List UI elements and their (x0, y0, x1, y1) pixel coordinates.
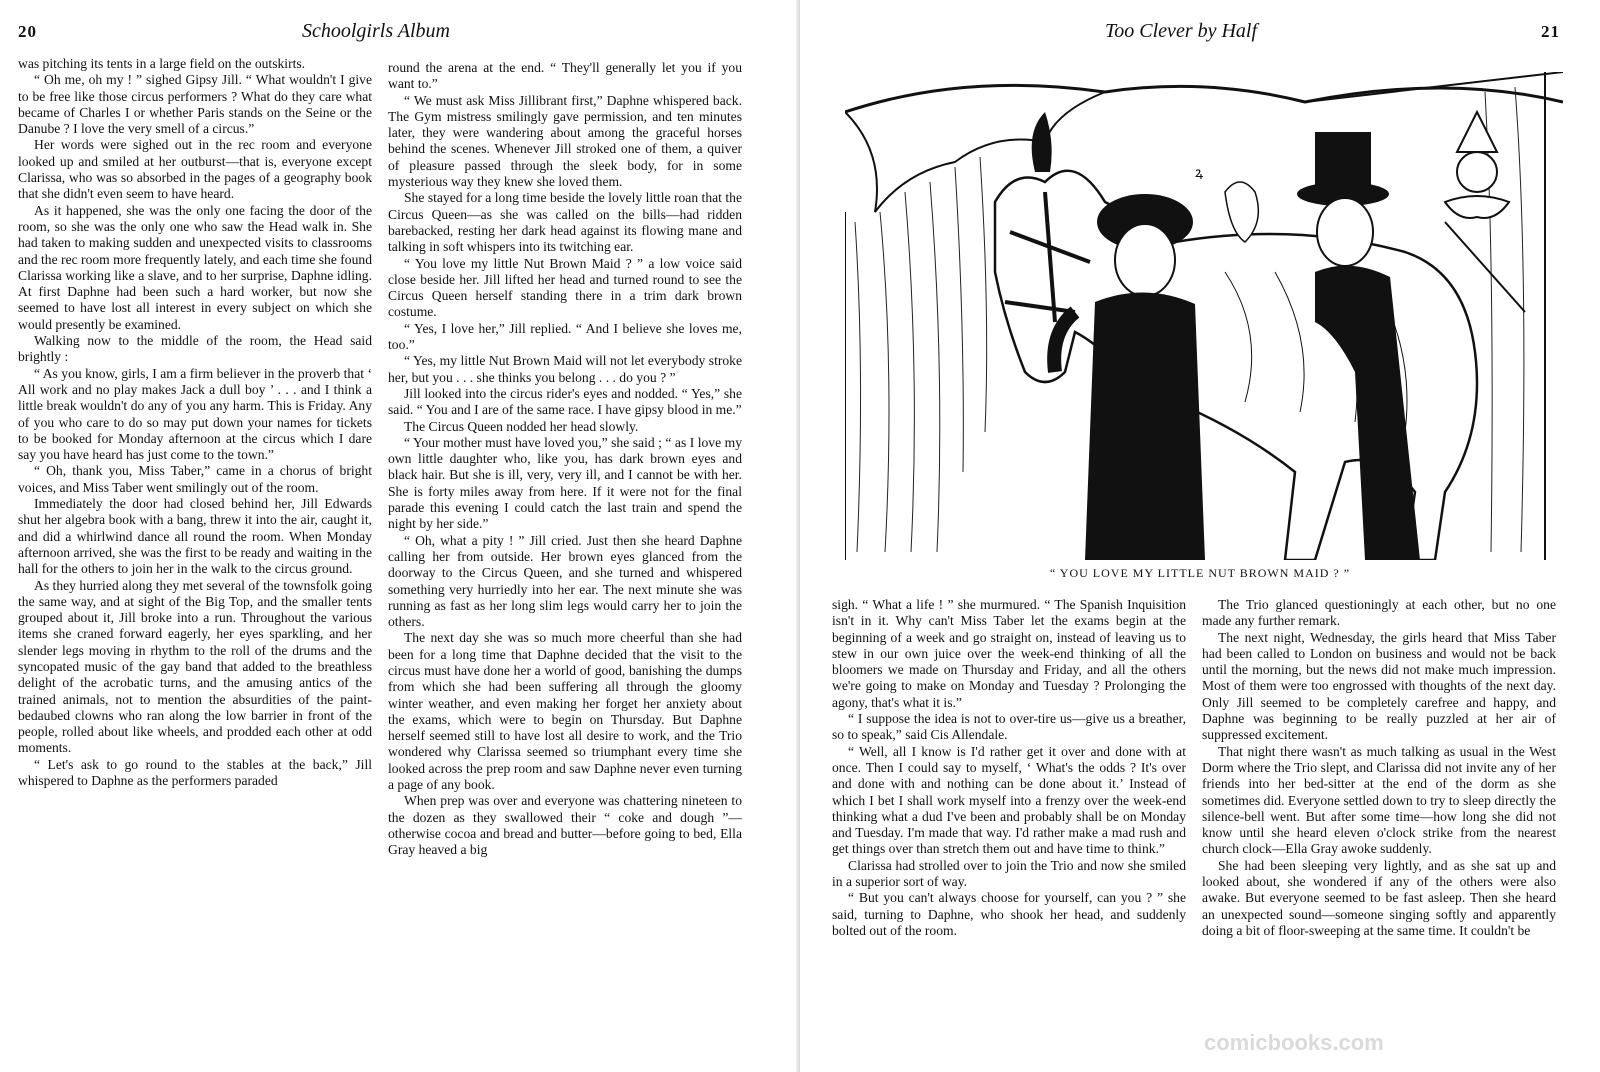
right-column-1 (832, 597, 1186, 939)
paragraph: “ Let's ask to go round to the stables at the back,” Jill whispered to Daphne as the performers paraded (18, 756, 372, 789)
paragraph: “ Well, all I know is I'd rather get it over and done with at once. Then I could say to myself, ‘ What's the odds ? It's over and done with and nothing can be done about it.’ Instead of which I bet I shall work myself into a frenzy over the week-end thinking what a dud I've been and probably shall be on Monday and Tuesday. I'm made that way. I'd rather make a mad rush and get things over than stretch them out and have time to think.” (832, 743, 1186, 857)
paragraph: Jill looked into the circus rider's eyes and nodded. “ Yes,” she said. “ You and I are of the same race. I have gipsy blood in me.” (388, 385, 742, 418)
paragraph: She stayed for a long time beside the lovely little roan that the Circus Queen—as she was called on the bills—had ridden barebacked, resting her dark head against its flowing mane and talking in soft whispers into its twitching ear. (388, 190, 742, 255)
paragraph: When prep was over and everyone was chattering nineteen to the dozen as they swallowed their “ coke and dough ”—otherwise cocoa and bread and butter—before going to bed, Ella Gray heaved a big (388, 793, 742, 858)
paragraph: was pitching its tents in a large field on the outskirts. (18, 56, 306, 71)
paragraph: “ Oh, what a pity ! ” Jill cried. Just then she heard Daphne calling her from outside. Her brown eyes glanced from the doorway to the Circus Queen, and she turned and whispered something very hurriedly into her ear. The next minute she was running as fast as her long slim legs would carry her to join the others. (388, 532, 742, 630)
paragraph: “ I suppose the idea is not to over-tire us—give us a breather, so to speak,” said Cis Allendale. (832, 711, 1186, 743)
page-number-right: 21 (1541, 22, 1560, 41)
paragraph: “ Oh, thank you, Miss Taber,” came in a chorus of bright voices, and Miss Taber went smilingly out of the room. (18, 463, 372, 495)
paragraph: The Circus Queen nodded her head slowly. (404, 418, 639, 434)
paragraph: As it happened, she was the only one facing the door of the room, so she was the only one who saw the Head walk in. She had taken to making sudden and unexpected visits to classrooms and the rec room more frequently lately, and each time she found Clarissa working like a slave, and to her surprise, Daphne idling. At first Daphne had been such a hard worker, but now she seemed to have lost all interest in every subject on which she would presently be examined. (18, 202, 372, 332)
illustration-caption: “ YOU LOVE MY LITTLE NUT BROWN MAID ? ” (1049, 566, 1351, 580)
watermark: comicbooks.com (1204, 1030, 1384, 1055)
paragraph: As they hurried along they met several of the townsfolk going the same way, and at sight of the Big Top, and the smaller tents grouped about it, Jill broke into a run. Throughout the various items she craned forward eagerly, her eyes sparkling, and her slender legs moving in rhythm to the roll of the drums and the syncopated music of the gay band that added to the breathless delight of the acrobatic turns, and the amusing antics of the trained animals, not to mention the absurdities of the paint-bedaubed clowns who ran along the low barrier in front of the people, rolled about like wheels, and prodded each other at odd moments. (18, 577, 372, 756)
paragraph: “ You love my little Nut Brown Maid ? ” a low voice said close beside her. Jill lifted her head and turned round to see the Circus Queen herself standing there in a trim dark brown costume. (388, 255, 742, 320)
page-number-left: 20 (18, 22, 37, 41)
paragraph: round the arena at the end. “ They'll generally let you if you want to.” (388, 60, 742, 92)
paragraph: That night there wasn't as much talking as usual in the West Dorm where the Trio slept, and Clarissa did not invite any of her friends into her bed-sitter at the end of the dorm as she sometimes did. Everyone settled down to try to sleep directly the silence-bell went. But after some time—how long she did not know until she heard eleven o'clock strike from the nearest church clock—Ella Gray awoke suddenly. (1202, 743, 1556, 857)
paragraph: Her words were sighed out in the rec room and everyone looked up and smiled at her outburst—that is, everyone except Clarissa, who was so absorbed in the pages of a geography book that she didn't even seem to have heard. (18, 137, 372, 202)
paragraph: The Trio glanced questioningly at each other, but no one made any further remark. (1202, 597, 1556, 629)
svg-text:ꝝ: ꝝ (1195, 166, 1204, 181)
paragraph: “ Yes, I love her,” Jill replied. “ And I believe she loves me, too.” (388, 320, 742, 353)
left-column-1 (18, 56, 372, 789)
illustration-horse-and-girls (845, 72, 1563, 560)
paragraph: Clarissa had strolled over to join the Trio and now she smiled in a superior sort of way. (832, 857, 1186, 890)
paragraph: sigh. “ What a life ! ” she murmured. “ The Spanish Inquisition isn't in it. Why can't Miss Taber let the exams begin at the beginning of a week and go straight on, instead of leaving us to stew in our own juice over the week-end thinking of all the bloomers we made on Thursday and Friday, and all the others we're going to make on Monday and Tuesday ? Prolonging the agony, that's what it is.” (832, 597, 1186, 710)
running-head-right: Too Clever by Half (1105, 20, 1258, 42)
running-head-left: Schoolgirls Album (302, 20, 450, 42)
paragraph: She had been sleeping very lightly, and as she sat up and looked about, she wondered if any of the others were also awake. But everyone seemed to be fast asleep. Then she heard an unexpected sound—someone singing softly and apparently doing a bit of floor-sweeping at the same time. It couldn't be (1202, 857, 1556, 938)
right-column-2 (1202, 597, 1556, 939)
paragraph: “ We must ask Miss Jillibrant first,” Daphne whispered back. The Gym mistress smilingly gave permission, and ten minutes later, they were wandering about among the graceful horses behind the scenes. Whenever Jill stroked one of them, a quiver of pleasure passed through the sleek body, for in some mysterious way they knew she loved them. (388, 92, 742, 190)
paragraph: “ Yes, my little Nut Brown Maid will not let everybody stroke her, but you . . . she thinks you belong . . . do you ? ” (388, 353, 742, 385)
paragraph: Immediately the door had closed behind her, Jill Edwards shut her algebra book with a bang, threw it into the air, caught it, and did a whirlwind dance all round the room. When Monday afternoon arrived, she was the first to be ready and waiting in the hall for the others to join her in the walk to the circus ground. (18, 496, 372, 577)
left-column-2 (388, 60, 742, 859)
paragraph: “ As you know, girls, I am a firm believer in the proverb that ‘ All work and no play makes Jack a dull boy ’ . . . and I think a little break wouldn't do any of you any harm. This is Friday. Any of you who care to do so may put down your names for tickets to be booked for Monday afternoon at the circus which I dare say you have heard has just come to the town.” (18, 365, 372, 463)
paragraph: Walking now to the middle of the room, the Head said brightly : (18, 333, 372, 365)
paragraph: “ Oh me, oh my ! ” sighed Gipsy Jill. “ What wouldn't I give to be free like those circus performers ? What do they care what became of Charles I or whether Paris stands on the Seine or the Danube ? I love the very smell of a circus.” (18, 72, 372, 137)
paragraph: “ Your mother must have loved you,” she said ; “ as I love my own little daughter who, like you, has dark brown eyes and black hair. But she is ill, very, very ill, and I cannot be with her. She is forty miles away from here. If it were not for the final parade this evening I could catch the last train and spend the night by her side.” (388, 434, 742, 532)
paragraph: “ But you can't always choose for yourself, can you ? ” she said, turning to Daphne, who shook her head, and suddenly bolted out of the room. (832, 890, 1186, 938)
paragraph: The next night, Wednesday, the girls heard that Miss Taber had been called to London on business and would not be back until the morning, but the news did not make much impression. Most of them were too engrossed with thoughts of the next day. Only Jill seemed to be completely carefree and happy, and Daphne was beginning to be really puzzled at her air of suppressed excitement. (1202, 629, 1556, 743)
paragraph: The next day she was so much more cheerful than she had been for a long time that Daphne decided that the visit to the circus must have done her a world of good, banishing the dumps from which she had been suffering all through the gloomy winter weather, and even making her forget her anxiety about the exams, which were to begin on Thursday. But Daphne herself seemed still to have lost all desire to work, and the Trio wondered why Clarissa seemed so triumphant every time she looked across the prep room and saw Daphne never even turning a page of any book. (388, 630, 742, 793)
